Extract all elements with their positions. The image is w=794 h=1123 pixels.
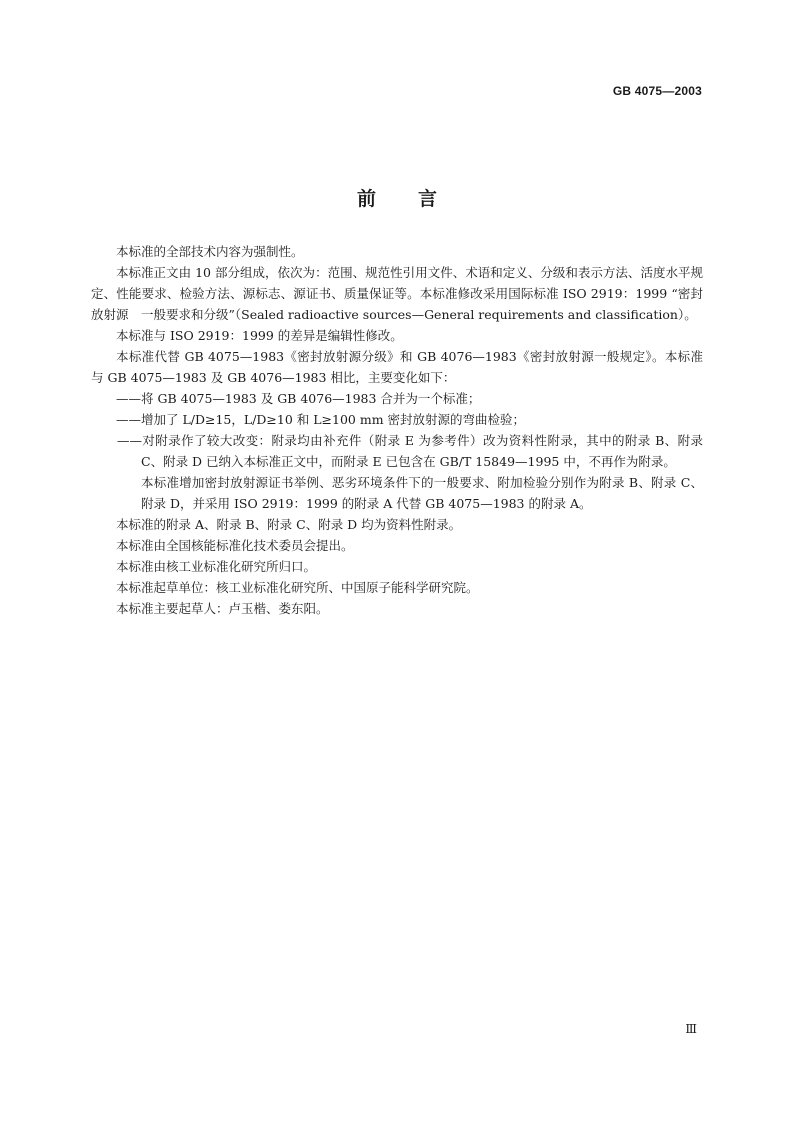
- document-code: GB 4075—2003: [612, 84, 702, 98]
- page-title: 前言: [356, 188, 479, 210]
- foreword-body: [91, 241, 703, 619]
- paragraph-proposed-by: 本标准由全国核能标准化技术委员会提出。: [116, 538, 354, 553]
- change-item-merge: ——将 GB 4075—1983 及 GB 4076—1983 合并为一个标准；: [116, 391, 481, 406]
- paragraph-informative-annexes: 本标准的附录 A、附录 B、附录 C、附录 D 均为资料性附录。: [116, 517, 462, 532]
- paragraph-differences: 本标准与 ISO 2919：1999 的差异是编辑性修改。: [116, 328, 403, 343]
- change-item-bending-test: ——增加了 L/D≥15，L/D≥10 和 L≥100 mm 密封放射源的弯曲检验；: [116, 412, 526, 427]
- paragraph-drafting-units: 本标准起草单位：核工业标准化研究所、中国原子能科学研究院。: [116, 580, 479, 595]
- paragraph-managed-by: 本标准由核工业标准化研究所归口。: [116, 559, 317, 574]
- change-item-annexes: ——对附录作了较大改变：附录均由补充件（附录 E 为参考件）改为资料性附录，其中的附录 B、附录 C、附录 D 已纳入本标准正文中，而附录 E 已包含在 GB/T 15849—1995 中，不再作为附录。: [117, 433, 703, 469]
- paragraph-drafters: 本标准主要起草人：卢玉楷、娄东阳。: [116, 601, 329, 616]
- paragraph-mandatory: 本标准的全部技术内容为强制性。: [116, 244, 304, 259]
- page-number: Ⅲ: [685, 1022, 696, 1036]
- paragraph-structure: 本标准正文由 10 部分组成，依次为：范围、规范性引用文件、术语和定义、分级和表示方法、活度水平规定、性能要求、检验方法、源标志、源证书、质量保证等。本标准修改采用国际标准 ISO 2919：1999 “密封放射源 一般要求和分级”（Sealed radioactive sources—General requirements and classification）。: [91, 265, 703, 322]
- change-item-additions: 本标准增加密封放射源证书举例、恶劣环境条件下的一般要求、附加检验分别作为附录 B、附录 C、附录 D，并采用 ISO 2919：1999 的附录 A 代替 GB 4075—1983 的附录 A。: [141, 475, 703, 511]
- paragraph-replaces: 本标准代替 GB 4075—1983《密封放射源分级》和 GB 4076—1983《密封放射源一般规定》。本标准与 GB 4075—1983 及 GB 4076—1983 相比，主要变化如下：: [91, 349, 703, 385]
